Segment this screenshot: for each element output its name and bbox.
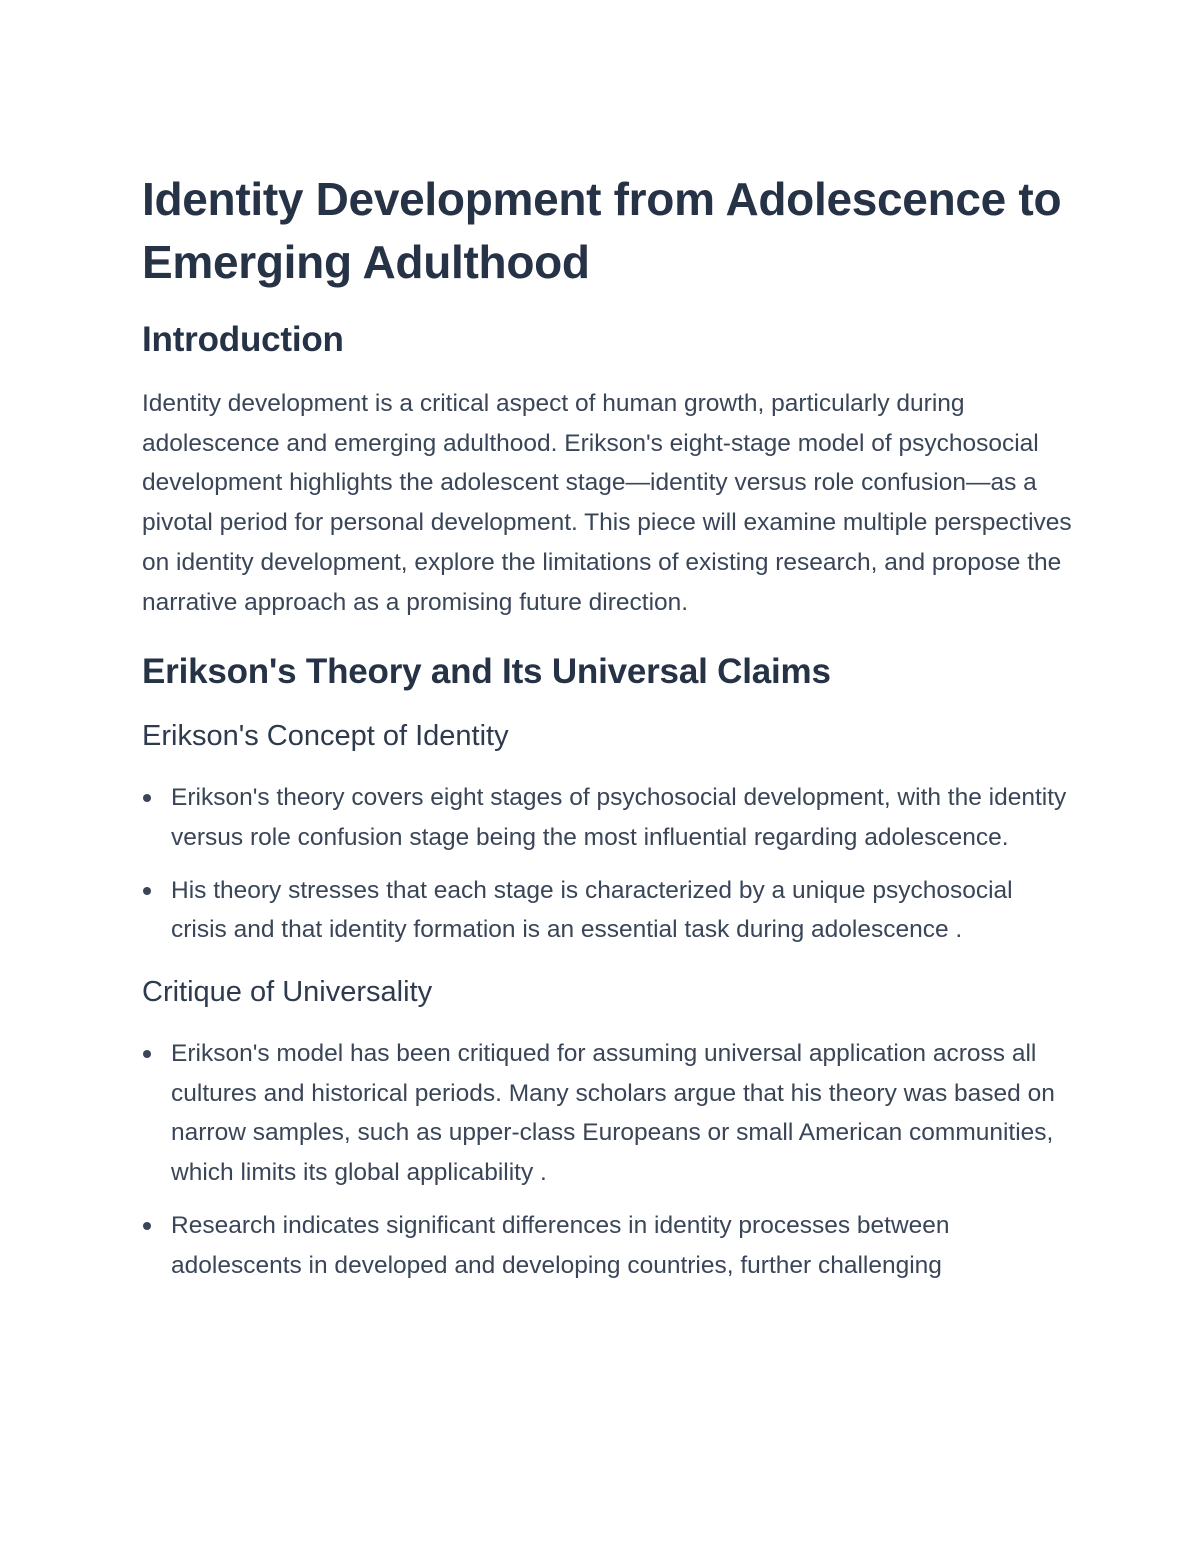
list-item (142, 778, 1072, 857)
list-item-text: Research indicates significant differences in identity processes between adolescents in developed and developing countries, further challenging (171, 1211, 950, 1279)
erikson-concept-heading: Erikson's Concept of Identity (142, 720, 509, 753)
erikson-concept-list (142, 778, 1072, 950)
list-item-text: His theory stresses that each stage is characterized by a unique psychosocial crisis and that identity formation is an essential task during adolescence . (171, 876, 1013, 944)
list-item (142, 1206, 1072, 1285)
bullet-icon (143, 887, 151, 895)
bullet-icon (143, 1222, 151, 1230)
critique-list (142, 1034, 1072, 1285)
introduction-paragraph: Identity development is a critical aspect of human growth, particularly during adolescence and emerging adulthood. Erikson's eight-stage model of psychosocial development highlights the adolescent stage—identity versus role confusion—as a pivotal period for personal development. This piece will examine multiple perspectives on identity development, explore the limitations of existing research, and propose the narrative approach as a promising future direction. (142, 390, 1072, 616)
document-page (142, 168, 1072, 1298)
bullet-icon (143, 794, 151, 802)
list-item-text: Erikson's model has been critiqued for assuming universal application across all cultures and historical periods. Many scholars argue that his theory was based on narrow samples, such as upper-class Europeans or small American communities, which limits its global applicability . (171, 1040, 1055, 1187)
erikson-theory-heading: Erikson's Theory and Its Universal Claims (142, 652, 831, 692)
list-item (142, 871, 1072, 950)
bullet-icon (143, 1050, 151, 1058)
introduction-heading: Introduction (142, 320, 344, 359)
list-item (142, 1034, 1072, 1193)
critique-heading: Critique of Universality (142, 976, 433, 1009)
document-title: Identity Development from Adolescence to Emerging Adulthood (142, 173, 1062, 288)
list-item-text: Erikson's theory covers eight stages of psychosocial development, with the identity versus role confusion stage being the most influential regarding adolescence. (171, 784, 1067, 851)
